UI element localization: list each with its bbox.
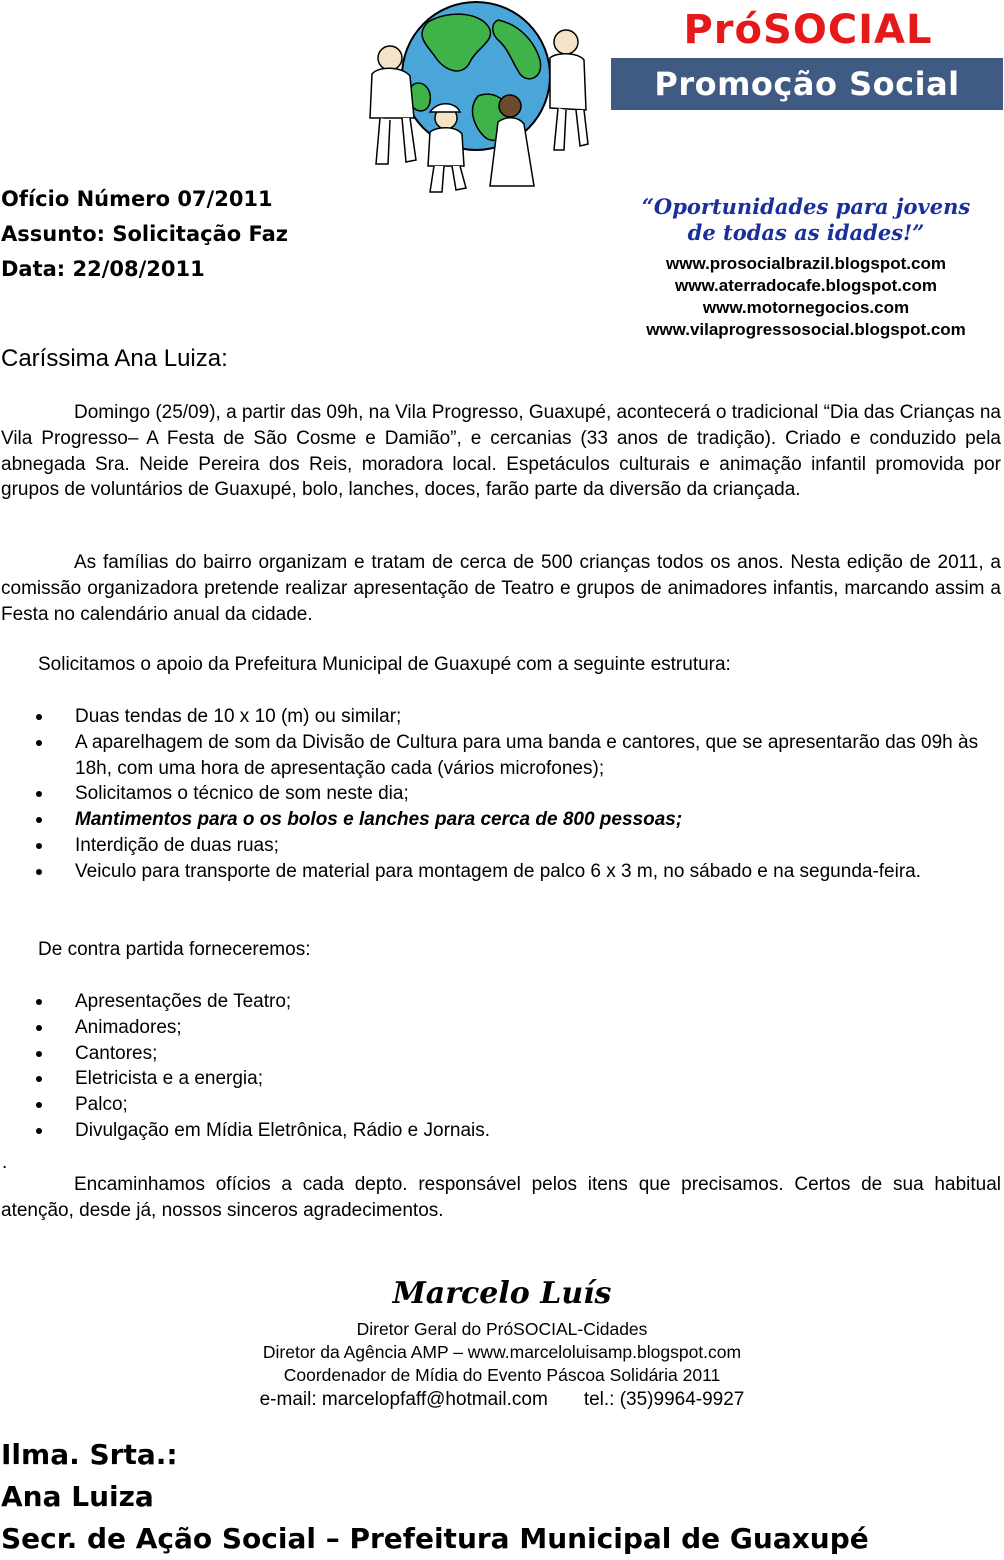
slogan-line-1: “Oportunidades para jovens bbox=[641, 194, 971, 219]
contact-line bbox=[0, 1387, 1004, 1412]
stray-mark: . bbox=[2, 1152, 8, 1173]
offer-intro: De contra partida forneceremos: bbox=[38, 939, 311, 960]
list-item: Apresentações de Teatro; bbox=[0, 989, 1000, 1015]
brand-subtitle-bar: Promoção Social bbox=[611, 58, 1003, 110]
oficio-number: Ofício Número 07/2011 bbox=[1, 187, 273, 211]
list-item: Veiculo para transporte de material para montagem de palco 6 x 3 m, no sábado e na segunda-feira. bbox=[0, 859, 1000, 885]
email[interactable]: e-mail: marcelopfaff@hotmail.com bbox=[259, 1389, 548, 1410]
date: Data: 22/08/2011 bbox=[1, 257, 205, 281]
bullet-icon bbox=[36, 999, 42, 1005]
list-item: Interdição de duas ruas; bbox=[0, 833, 1000, 859]
request-intro: Solicitamos o apoio da Prefeitura Municipal de Guaxupé com a seguinte estrutura: bbox=[38, 654, 731, 675]
salutation: Caríssima Ana Luiza: bbox=[1, 345, 228, 372]
website-link[interactable]: www.prosocialbrazil.blogspot.com bbox=[666, 254, 946, 273]
recipient-office: Secr. de Ação Social – Prefeitura Municipal de Guaxupé bbox=[1, 1522, 869, 1555]
signature-title: Diretor Geral do PróSOCIAL-Cidades bbox=[356, 1319, 648, 1339]
paragraph-event bbox=[1, 400, 1001, 503]
list-item: Divulgação em Mídia Eletrônica, Rádio e Jornais. bbox=[0, 1118, 1000, 1144]
list-item: Duas tendas de 10 x 10 (m) ou similar; bbox=[0, 704, 1000, 730]
list-item: Eletricista e a energia; bbox=[0, 1066, 1000, 1092]
bullet-icon bbox=[36, 1102, 42, 1108]
needs-list bbox=[0, 704, 1000, 885]
bullet-icon bbox=[36, 791, 42, 797]
bullet-icon bbox=[36, 843, 42, 849]
list-item: Animadores; bbox=[0, 1015, 1000, 1041]
signature-name: Marcelo Luís bbox=[392, 1276, 612, 1311]
signature-title: Diretor da Agência AMP – www.marceloluisamp.blogspot.com bbox=[262, 1342, 742, 1362]
recipient-title: Ilma. Srta.: bbox=[1, 1438, 178, 1471]
bullet-icon bbox=[36, 1128, 42, 1134]
website-link[interactable]: www.vilaprogressosocial.blogspot.com bbox=[646, 320, 966, 339]
list-item: A aparelhagem de som da Divisão de Cultura para uma banda e cantores, que se apresentarão das 09h às 18h, com uma hora de apresentação cada (vários microfones); bbox=[0, 730, 1000, 782]
list-item: Cantores; bbox=[0, 1041, 1000, 1067]
paragraph-families bbox=[1, 550, 1001, 627]
phone: tel.: (35)9964-9927 bbox=[583, 1389, 745, 1410]
paragraph-text: Encaminhamos ofícios a cada depto. responsável pelos itens que precisamos. Certos de sua habitual atenção, desde já, nossos sinceros agradecimentos. bbox=[1, 1174, 1001, 1221]
bullet-icon bbox=[36, 1025, 42, 1031]
signature-details bbox=[0, 1318, 1004, 1412]
bullet-icon bbox=[36, 740, 42, 746]
document-meta bbox=[1, 182, 288, 287]
bullet-icon bbox=[36, 714, 42, 720]
slogan-line-2: de todas as idades!” bbox=[687, 220, 925, 245]
paragraph-text: As famílias do bairro organizam e tratam de cerca de 500 crianças todos os anos. Nesta edição de 2011, a comissão organizadora pretende realizar apresentação de Teatro e grupos de animadores infantis, marcando assim a Festa no calendário anual da cidade. bbox=[1, 552, 1001, 625]
list-item: Mantimentos para o os bolos e lanches para cerca de 800 pessoas; bbox=[0, 807, 1000, 833]
bullet-icon bbox=[36, 817, 42, 823]
website-link[interactable]: www.aterradocafe.blogspot.com bbox=[675, 276, 937, 295]
subject: Assunto: Solicitação Faz bbox=[1, 222, 288, 246]
bullet-icon bbox=[36, 1051, 42, 1057]
bullet-icon bbox=[36, 869, 42, 875]
website-links bbox=[606, 253, 1004, 341]
offer-list bbox=[0, 989, 1000, 1144]
website-link[interactable]: www.motornegocios.com bbox=[702, 298, 910, 317]
recipient-block bbox=[1, 1434, 869, 1560]
list-item: Solicitamos o técnico de som neste dia; bbox=[0, 781, 1000, 807]
recipient-name: Ana Luiza bbox=[1, 1480, 154, 1513]
list-item: Palco; bbox=[0, 1092, 1000, 1118]
slogan bbox=[606, 194, 1004, 246]
signature-title: Coordenador de Mídia do Evento Páscoa Solidária 2011 bbox=[283, 1365, 721, 1385]
brand-title: PróSOCIAL bbox=[683, 7, 933, 53]
bullet-icon bbox=[36, 1076, 42, 1082]
globe-children-logo bbox=[358, 0, 594, 196]
paragraph-text: Domingo (25/09), a partir das 09h, na Vila Progresso, Guaxupé, acontecerá o tradicional “Dia das Crianças na Vila Progresso– A Festa de São Cosme e Damião”, e cercanias (33 anos de tradição). Criado e conduzido pela abnegada Sra. Neide Pereira dos Reis, moradora local. Espetáculos culturais e animação infantil promovida por grupos de voluntários de Guaxupé, bolo, lanches, doces, farão parte da diversão da criançada. bbox=[1, 402, 1001, 501]
paragraph-closing bbox=[1, 1172, 1001, 1224]
